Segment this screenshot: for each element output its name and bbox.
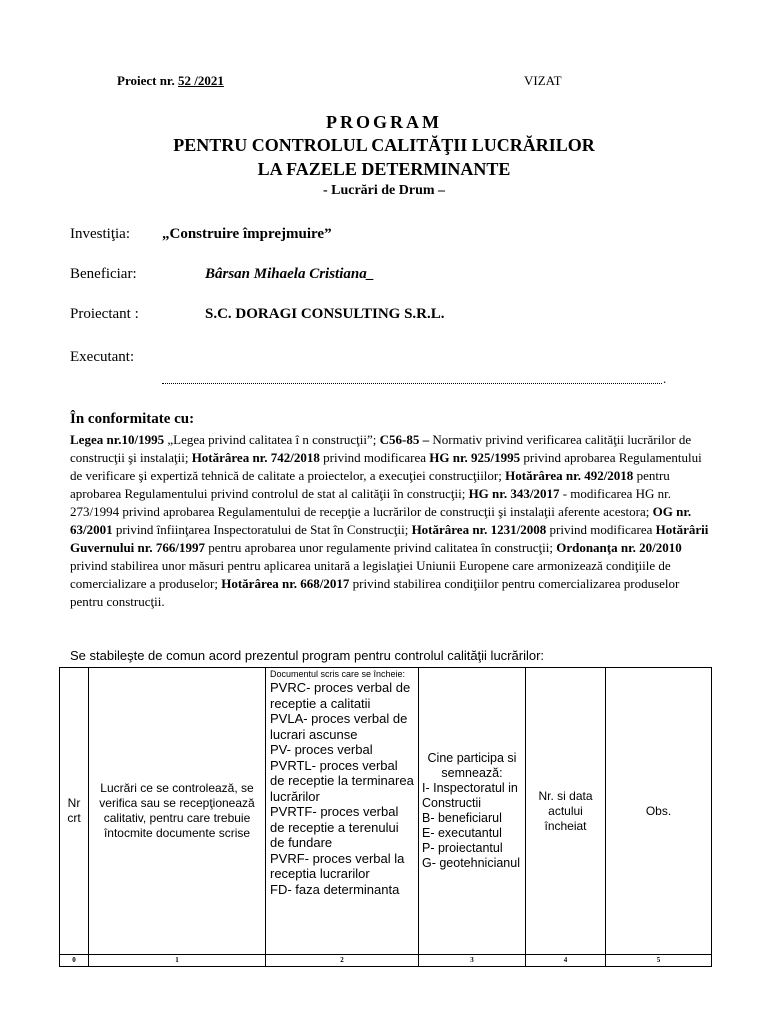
project-number	[117, 73, 224, 89]
legal-reference-description: privind înfiinţarea Inspectoratului de Stat în Construcţii;	[112, 522, 412, 537]
legal-reference: Ordonanţa nr. 20/2010	[556, 540, 682, 555]
proiectant-value: S.C. DORAGI CONSULTING S.R.L.	[205, 306, 445, 322]
vizat-label: VIZAT	[524, 73, 562, 88]
legal-reference-description: privind aprobarea Regulamentului de verificare şi expertiză tehnică de calitate a proiectelor, a execuţiei construcţiilor;	[70, 450, 702, 483]
document-item: FD- faza determinanta	[270, 881, 400, 897]
proiectant-label: Proiectant :	[70, 306, 139, 322]
header-document	[266, 668, 419, 955]
column-number: 4	[526, 955, 606, 967]
legal-reference: Hotărârea nr. 492/2018	[505, 468, 634, 483]
cine-head: Cine participa si semnează:	[427, 751, 517, 780]
header-cine-participa	[419, 668, 526, 955]
doc-title-line3: LA FAZELE DETERMINANTE	[257, 159, 511, 179]
investitia-label: Investiţia:	[70, 226, 130, 242]
stabileste-sentence: Se stabileşte de comun acord prezentul program pentru controlul calităţii lucrărilor:	[70, 648, 545, 663]
conformitate-title: În conformitate cu:	[70, 411, 195, 427]
legal-reference-description: pentru aprobarea Regulamentului privind controlul de stat al calităţii în construcţii;	[70, 468, 670, 501]
column-number: 5	[606, 955, 712, 967]
legal-reference: Hotărârea nr. 1231/2008	[411, 522, 547, 537]
header-nr-data-act: Nr. si data actului încheiat	[526, 668, 606, 955]
legal-reference: OG nr. 63/2001	[70, 504, 692, 537]
document-head: Documentul scris care se încheie:	[270, 669, 406, 679]
document-item: PVRTF- proces verbal de receptie a terenului de fundare	[270, 804, 399, 850]
participant-item: I- Inspectoratul in Constructii	[422, 781, 518, 810]
executant-label: Executant:	[70, 349, 135, 365]
legal-reference-description: „Legea privind calitatea î n construcţii”;	[164, 432, 380, 447]
column-number: 3	[419, 955, 526, 967]
table-header-row	[60, 668, 712, 955]
legal-reference: C56-85 –	[379, 432, 430, 447]
column-number: 0	[60, 955, 89, 967]
participant-item: G- geotehnicianul	[422, 856, 520, 870]
doc-title-program: PROGRAM	[326, 112, 442, 132]
beneficiar-value: Bârsan Mihaela Cristiana_	[205, 266, 375, 282]
project-number-value: 52 /2021	[178, 73, 224, 88]
project-number-prefix: Proiect nr.	[117, 73, 175, 88]
column-number: 2	[266, 955, 419, 967]
document-item: PVRTL- proces verbal de receptie la terminarea lucrărilor	[270, 757, 414, 804]
legal-reference-description: privind stabilirea condiţiilor pentru comercializarea produselor pentru construcţii.	[70, 576, 680, 609]
investitia-value: „Construire împrejmuire”	[162, 226, 332, 242]
legal-reference-description: privind modificarea	[546, 522, 656, 537]
quality-control-table	[59, 667, 712, 967]
legal-reference-description: Normativ privind verificarea calităţii lucrărilor de construcţii şi instalaţii;	[70, 432, 692, 465]
legal-reference: Hotărârea nr. 668/2017	[221, 576, 350, 591]
document-item: PV- proces verbal	[270, 742, 373, 757]
legal-reference-description: privind modificarea	[319, 450, 430, 465]
header-lucrari: Lucrări ce se controlează, se verifica sau se recepţionează calitativ, pentru care trebuie întocmite documente scrise	[89, 668, 266, 955]
doc-subtitle: - Lucrări de Drum –	[322, 183, 446, 198]
legal-reference-description: privind stabilirea unor măsuri pentru aplicarea unitară a legislaţiei Uniunii Europene care armonizează condiţiile de comercializare a produselor;	[70, 558, 671, 591]
legal-reference: HG nr. 343/2017	[468, 486, 560, 501]
executant-dotted-line	[162, 383, 662, 384]
document-item: PVRC- proces verbal de receptie a calitatii	[270, 680, 411, 711]
doc-title-line2: PENTRU CONTROLUL CALITĂŢII LUCRĂRILOR	[173, 135, 595, 155]
document-item: PVRF- proces verbal la receptia lucrarilor	[270, 850, 405, 881]
header-obs: Obs.	[606, 668, 712, 955]
legal-reference-description: - modificarea HG nr. 273/1994 privind aprobarea Regulamentului de recepţie a lucrărilor de construcţii şi instalaţii aferente acestora;	[70, 486, 672, 519]
header-nr-crt: Nr crt	[60, 668, 89, 955]
participant-item: B- beneficiarul	[422, 811, 502, 825]
beneficiar-label: Beneficiar:	[70, 266, 137, 282]
conformitate-paragraph	[70, 431, 710, 611]
legal-reference-description: pentru aprobarea unor regulamente privind calitatea în construcţii;	[204, 540, 557, 555]
legal-reference: HG nr. 925/1995	[429, 450, 521, 465]
document-item: PVLA- proces verbal de lucrari ascunse	[270, 711, 408, 742]
table-numbering-row	[60, 955, 712, 967]
legal-reference: Legea nr.10/1995	[70, 432, 165, 447]
column-number: 1	[89, 955, 266, 967]
legal-reference: Hotărârii Guvernului nr. 766/1997	[70, 522, 709, 555]
participant-item: P- proiectantul	[422, 841, 503, 855]
legal-reference: Hotărârea nr. 742/2018	[191, 450, 320, 465]
executant-line-end: .	[663, 371, 667, 386]
participant-item: E- executantul	[422, 826, 502, 840]
